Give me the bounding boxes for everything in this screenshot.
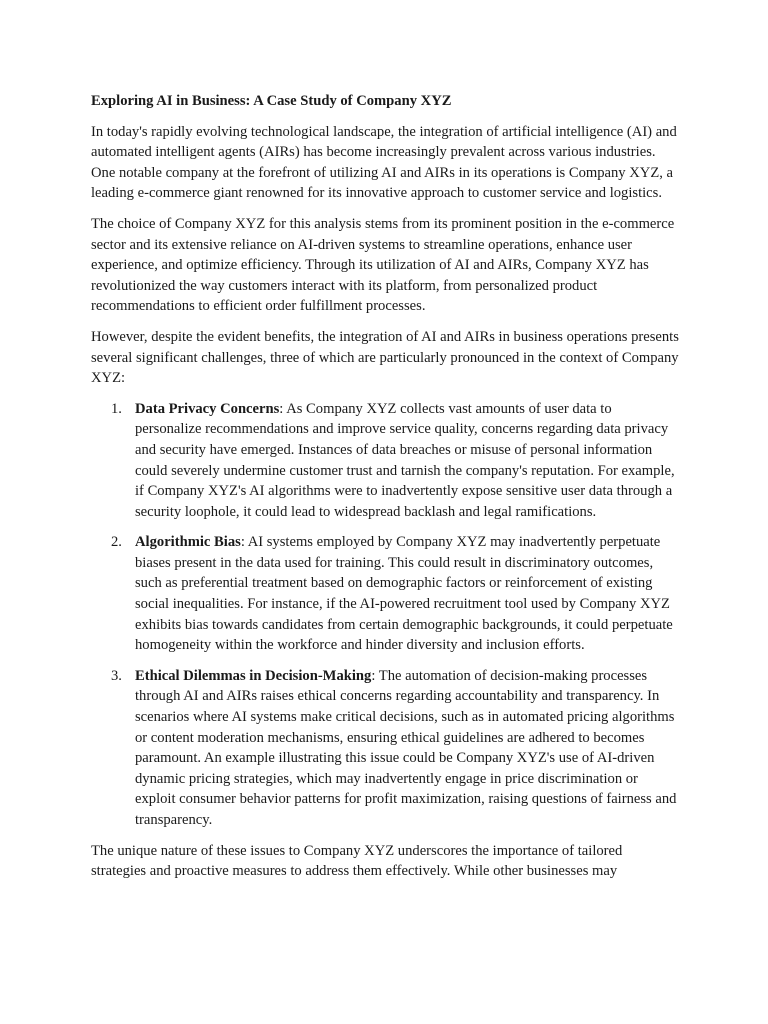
- list-item-text: : As Company XYZ collects vast amounts of user data to personalize recommendations and improve service quality, concerns regarding data privacy and security have emerged. Instances of data breaches or misuse of personal information could severely undermine customer trust and tarnish the company's reputation. For example, if Company XYZ's AI algorithms were to inadvertently expose sensitive user data through a security loophole, it could lead to widespread backlash and legal ramifications.: [135, 400, 675, 520]
- list-item-data-privacy: [91, 399, 679, 523]
- list-item-number: 2.: [111, 534, 122, 551]
- list-item-term: Ethical Dilemmas in Decision-Making: [135, 667, 372, 684]
- document-title: Exploring AI in Business: A Case Study of Company XYZ: [91, 93, 452, 109]
- list-item-number: 1.: [111, 400, 122, 417]
- closing-paragraph: The unique nature of these issues to Company XYZ underscores the importance of tailored strategies and proactive measures to address them effectively. While other businesses may: [91, 842, 623, 880]
- list-item-text: : AI systems employed by Company XYZ may inadvertently perpetuate biases present in the data used for training. This could result in discriminatory outcomes, such as preferential treatment based on demographic factors or reinforcement of existing social inequalities. For instance, if the AI-powered recruitment tool used by Company XYZ exhibits bias towards candidates from certain demographic backgrounds, it could perpetuate homogeneity within the workforce and hinder diversity and inclusion efforts.: [135, 534, 673, 654]
- intro-paragraph-2: The choice of Company XYZ for this analysis stems from its prominent position in the e-commerce sector and its extensive reliance on AI-driven systems to streamline operations, enhance user experience, and optimize efficiency. Through its utilization of AI and AIRs, Company XYZ has revolutionized the way customers interact with its platform, from personalized product recommendations to efficient order fulfillment processes.: [91, 215, 675, 315]
- list-item-term: Algorithmic Bias: [135, 534, 241, 551]
- list-item-number: 3.: [111, 667, 122, 684]
- list-item-algorithmic-bias: [91, 532, 679, 656]
- list-item-term: Data Privacy Concerns: [135, 400, 280, 417]
- intro-paragraph-1: In today's rapidly evolving technological landscape, the integration of artificial intelligence (AI) and automated intelligent agents (AIRs) has become increasingly prevalent across various industries. One notable company at the forefront of utilizing AI and AIRs in its operations is Company XYZ, a leading e-commerce giant renowned for its innovative approach to customer service and logistics.: [91, 123, 677, 202]
- document-page: [91, 91, 679, 892]
- list-item-ethical-dilemmas: [91, 666, 679, 831]
- intro-paragraph-3: However, despite the evident benefits, the integration of AI and AIRs in business operations presents several significant challenges, three of which are particularly pronounced in the context of Company XYZ:: [91, 328, 679, 387]
- list-item-text: : The automation of decision-making processes through AI and AIRs raises ethical concerns regarding accountability and transparency. In scenarios where AI systems make critical decisions, such as in automated pricing algorithms or content moderation mechanisms, ensuring ethical guidelines are adhered to becomes paramount. An example illustrating this issue could be Company XYZ's use of AI-driven dynamic pricing strategies, which may inadvertently engage in price discrimination or exploit consumer behavior patterns for profit maximization, raising questions of fairness and transparency.: [135, 667, 677, 828]
- issues-list: [91, 399, 679, 831]
